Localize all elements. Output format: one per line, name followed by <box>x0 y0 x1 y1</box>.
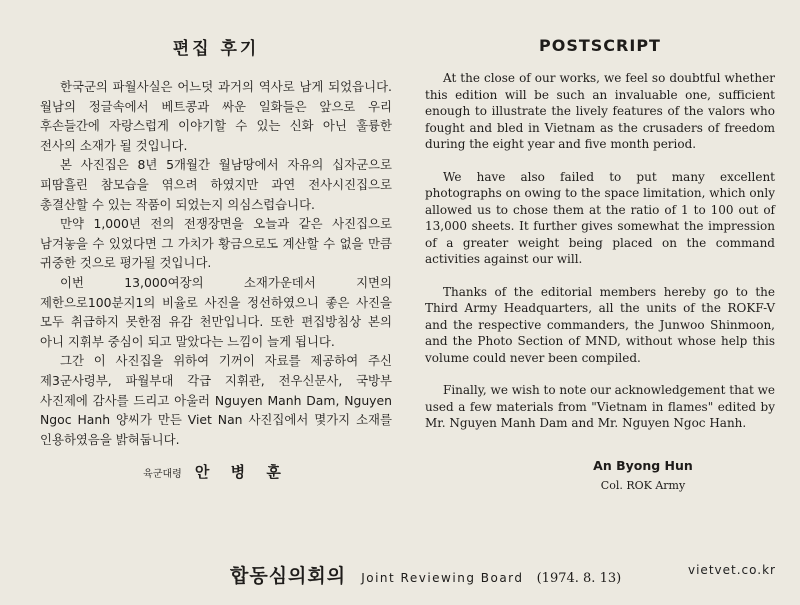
korean-title: 편집 후기 <box>172 39 260 59</box>
english-signature <box>578 458 708 492</box>
korean-paragraph-5: 그간 이 사진집을 위하여 기꺼이 자료를 제공하여 주신 제3군사령부, 파월부대 각급 지휘관, 전우신문사, 국방부 사진제에 감사를 드리고 아울러 Nguyen Manh Dam, Nguyen Ngoc Hanh 양씨가 만든 Viet Nan 사진집에서 몇가지 소재를 인용하였음을 밝혀둡니다. <box>40 353 392 447</box>
korean-paragraph-3: 만약 1,000년 전의 전쟁장면을 오늘과 같은 사진집으로 남겨놓을 수 있었다면 그 가치가 황금으로도 계산할 수 없을 만큼 귀중한 것으로 평가될 것입니다. <box>40 216 392 271</box>
watermark: vietvet.co.kr <box>688 563 776 577</box>
korean-signature <box>40 461 392 482</box>
english-signature-name: An Byong Hun <box>593 458 693 473</box>
english-paragraph-2: We have also failed to put many excellent photographs on owing to the space limitation, which only allowed us to chose them at the ratio of 1 to 100 out of 13,000 sheets. It further gives somewhat the impression of a greater weight being placed on the command activities against our will. <box>425 169 775 266</box>
korean-paragraph-1: 한국군의 파월사실은 어느덧 과거의 역사로 남게 되었읍니다. 월남의 정글속에서 베트콩과 싸운 일화들은 앞으로 우리 후손들간에 자랑스럽게 이야기할 수 있는 신화 아닌 훌륭한 전사의 소재가 될 것입니다. <box>40 79 392 153</box>
korean-signature-rank: 육군대령 <box>143 469 182 481</box>
footer-credit <box>230 561 621 588</box>
footer-date: (1974. 8. 13) <box>536 571 622 586</box>
korean-paragraph-4: 이번 13,000여장의 소재가운데서 지면의 제한으로100분지1의 비율로 사진을 정선하였으니 좋은 사진을 모두 취급하지 못한점 유감 천만입니다. 또한 편집방침상 본의 아니 지휘부 중심이 되고 말았다는 느낌이 늘게 됩니다. <box>40 274 392 349</box>
english-title: POSTSCRIPT <box>539 36 661 55</box>
korean-column <box>40 34 392 482</box>
english-column <box>425 36 775 448</box>
english-paragraph-4: Finally, we wish to note our acknowledgement that we used a few materials from "Vietnam in flames" edited by Mr. Nguyen Manh Dam and Mr. Nguyen Ngoc Hanh. <box>425 383 775 430</box>
korean-paragraph-2: 본 사진집은 8년 5개월간 월남땅에서 자유의 십자군으로 피땀흘린 참모습을 엮으려 하였지만 과연 전사시진집으로 총결산할 수 있는 작품이 되었는지 의심스럽습니다. <box>40 157 392 212</box>
english-paragraph-3: Thanks of the editorial members hereby go to the Third Army Headquarters, all the units of the ROKF-V and the respective commanders, the Junwoo Shinmoon, and the Photo Section of MND, without whose help this volume could never been compiled. <box>425 284 775 365</box>
english-signature-rank: Col. ROK Army <box>600 479 686 492</box>
english-paragraph-1: At the close of our works, we feel so doubtful whether this edition will be such an invaluable one, sufficient enough to illustrate the lively features of the valors who fought and bled in Vietnam as the crusaders of freedom during the eight year and five month period. <box>425 71 775 151</box>
footer-english: Joint Reviewing Board <box>361 571 524 585</box>
footer-korean: 합동심의회의 <box>230 565 347 587</box>
korean-signature-name: 안 병 훈 <box>194 463 289 482</box>
